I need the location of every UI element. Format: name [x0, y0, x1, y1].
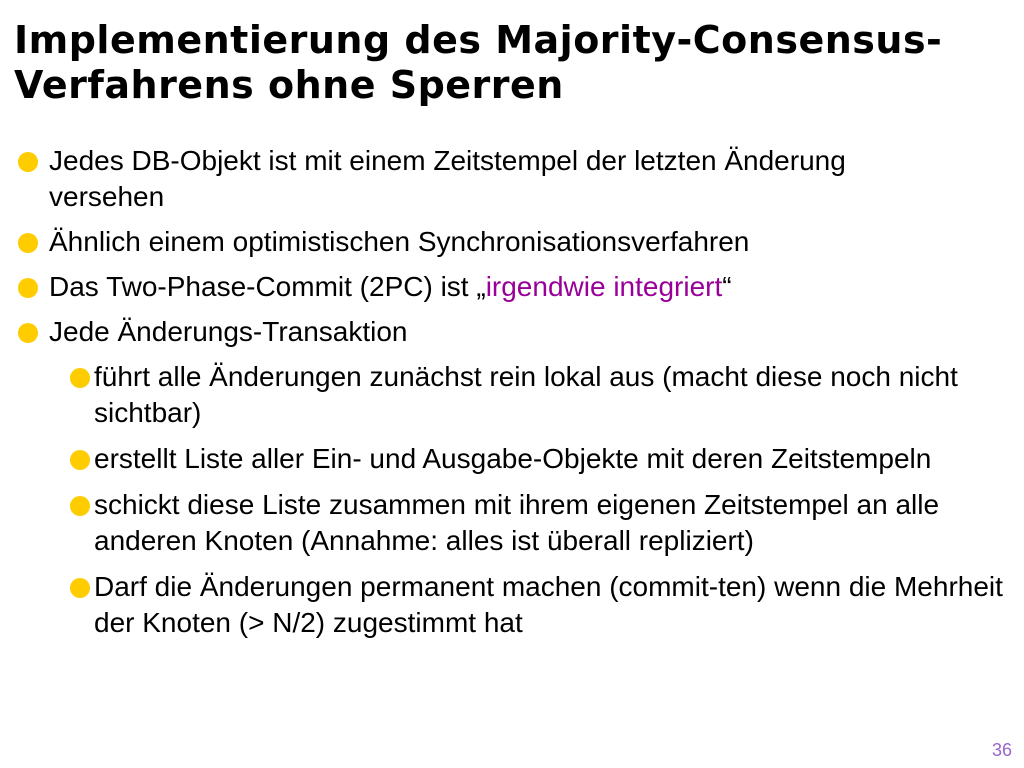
- bullet-dot-icon: [18, 152, 38, 172]
- sub-bullet-item: [0, 569, 1024, 641]
- bullet-item: [0, 269, 1024, 305]
- bullet-dot-icon: [70, 578, 90, 598]
- bullet-dot-icon: [18, 233, 38, 253]
- bullet-item: [0, 224, 1024, 260]
- bullet-item: [0, 314, 1024, 350]
- bullet-text: Ähnlich einem optimistischen Synchronisationsverfahren: [49, 226, 750, 257]
- highlighted-text: irgendwie integriert: [485, 271, 723, 302]
- sub-bullet-item: [0, 487, 1024, 559]
- bullet-dot-icon: [18, 278, 38, 298]
- sub-bullet-text: erstellt Liste aller Ein- und Ausgabe-Objekte mit deren Zeitstempeln: [94, 443, 932, 474]
- sub-bullet-text: schickt diese Liste zusammen mit ihrem eigenen Zeitstempel an alle anderen Knoten (Annahme: alles ist überall repliziert): [94, 489, 940, 556]
- sub-bullet-text: Darf die Änderungen permanent machen (commit-ten) wenn die Mehrheit der Knoten (> N/2) zugestimmt hat: [94, 571, 1003, 638]
- bullet-item: [0, 143, 1024, 215]
- page-number: 36: [991, 740, 1012, 760]
- bullet-dot-icon: [70, 450, 90, 470]
- sub-bullet-item: [0, 441, 1024, 477]
- bullet-text: Jede Änderungs-Transaktion: [49, 316, 408, 347]
- bullet-text: Jedes DB-Objekt ist mit einem Zeitstempel der letzten Änderung versehen: [49, 145, 846, 212]
- sub-bullet-item: [0, 359, 1024, 431]
- bullet-text-prefix: Das Two-Phase-Commit (2PC) ist „: [49, 271, 486, 302]
- bullet-dot-icon: [18, 323, 38, 343]
- bullet-list: [0, 143, 1024, 651]
- bullet-text-suffix: “: [722, 271, 732, 302]
- sub-bullet-text: führt alle Änderungen zunächst rein lokal aus (macht diese noch nicht sichtbar): [94, 361, 958, 428]
- bullet-dot-icon: [70, 496, 90, 516]
- bullet-dot-icon: [70, 368, 90, 388]
- slide-title: Implementierung des Majority-Consensus-Verfahrens ohne Sperren: [14, 18, 943, 107]
